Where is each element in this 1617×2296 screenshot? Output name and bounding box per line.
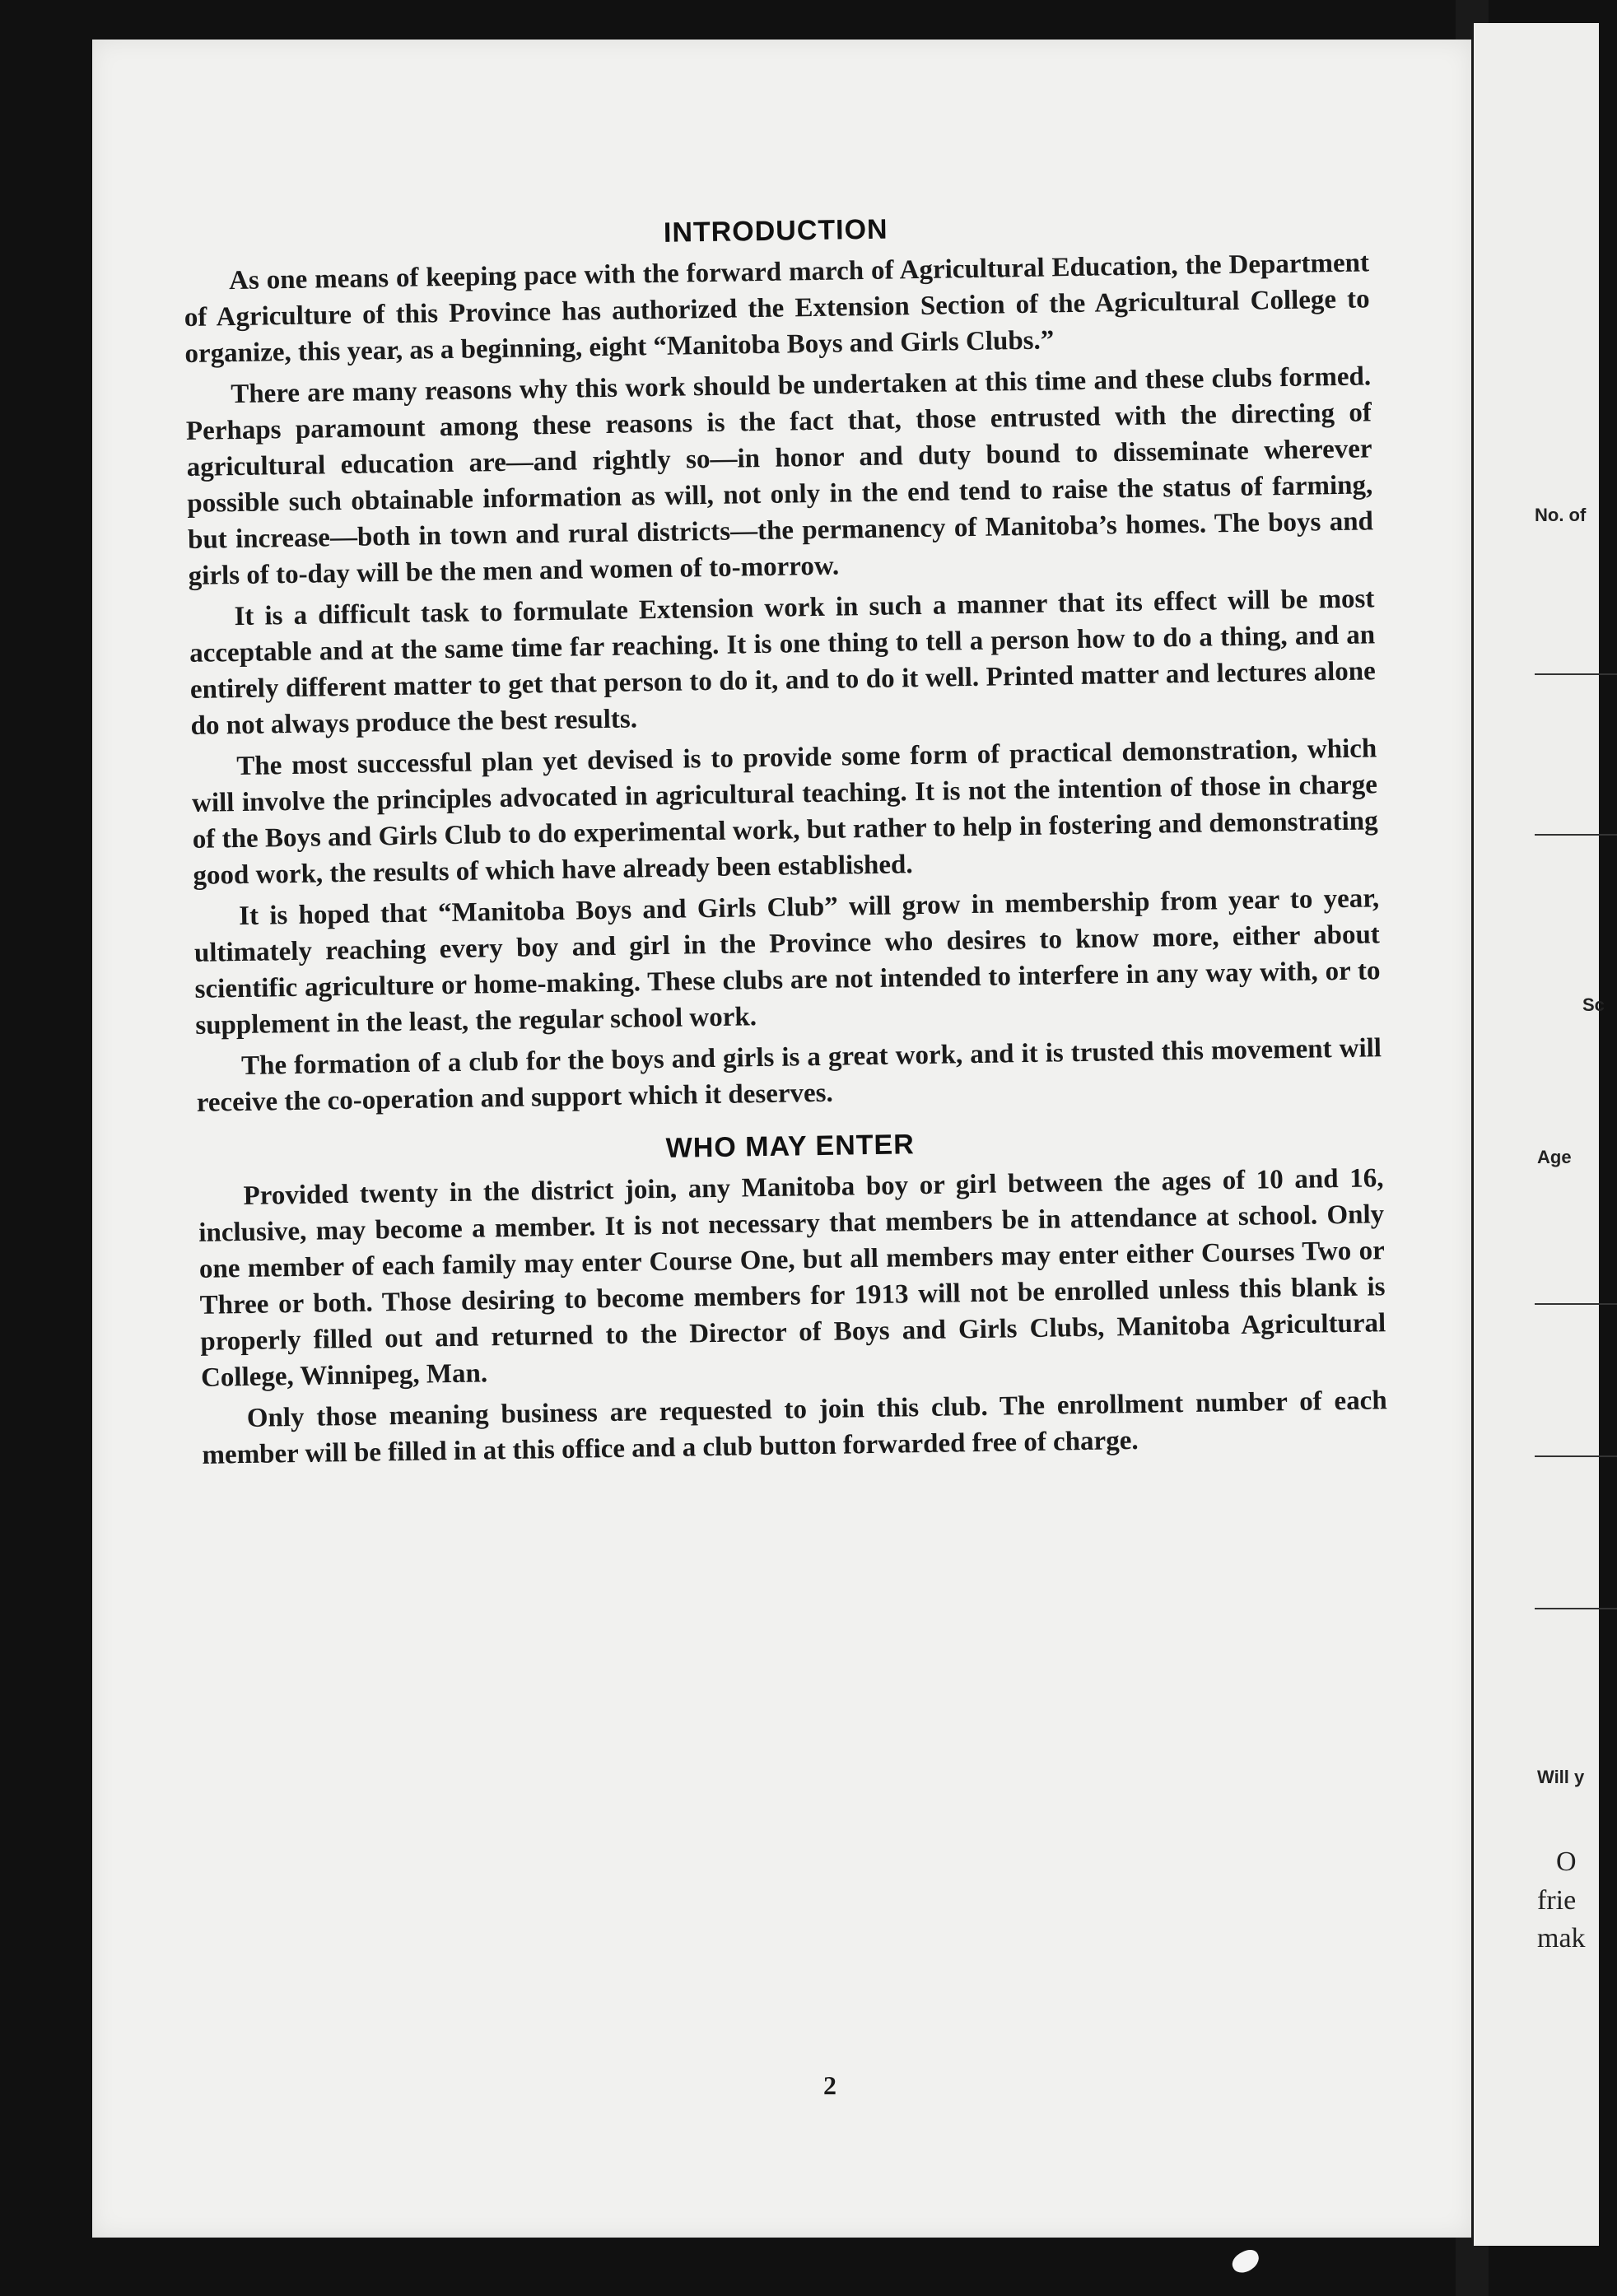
paragraph: Only those meaning business are requested to join this club. The enrollment number of each member will be filled in at this office and a club button forwarded free of charge. — [202, 1386, 1387, 1470]
paragraph: As one means of keeping pace with the forward march of Agricultural Education, the Department of Agriculture of this Province has authorized the Extension Section of the Agricultural College to organize, this year, as a beginning, eight “Manitoba Boys and Girls Clubs.” — [184, 248, 1370, 369]
facing-fragment: O — [1556, 1847, 1577, 1877]
paragraph: There are many reasons why this work should be undertaken at this time and these clubs formed. Perhaps paramount among these reasons is the fact that, those entrusted with the directing of agricultural education are—and rightly so—in honor and duty bound to disseminate wherever possible such obtainable information as will, not only in the end tend to raise the status of farming, but increase—both in town and rural districts—the permanency of Manitoba’s homes. The boys and girls of to-day will be the men and women of to-morrow. — [185, 361, 1374, 591]
facing-rule — [1535, 1455, 1617, 1457]
paragraph: Provided twenty in the district join, any Manitoba boy or girl between the ages of 10 and 16, inclusive, may become a member. It is not necessary that members be in attendance at school. Only one member of each family may enter Course One, but all members may enter either Courses Two or Three or both. Those desiring to become members for 1913 will not be enrolled unless this blank is properly filled out and returned to the Director of Boys and Girls Clubs, Manitoba Agricultural College, Winnipeg, Man. — [198, 1163, 1386, 1393]
facing-rule — [1535, 1608, 1617, 1609]
facing-fragment: frie — [1537, 1885, 1577, 1916]
facing-label-no: No. of — [1535, 505, 1587, 525]
facing-label-will: Will y — [1537, 1767, 1585, 1787]
paragraph: It is hoped that “Manitoba Boys and Girls Club” will grow in membership from year to year, ultimately reaching every boy and girl in the Province who desires to know more, either about scientific agriculture or home-making. These clubs are not intended to interfere in any way with, or to supplement in the least, the regular school work. — [193, 883, 1381, 1041]
page-number: 2 — [823, 2070, 836, 2100]
section-heading: INTRODUCTION — [663, 213, 888, 249]
scan-speck — [1229, 2247, 1263, 2276]
facing-label-sc: Sc — [1582, 994, 1605, 1015]
paragraph: The most successful plan yet devised is to provide some form of practical demonstration, which will involve the principles advocated in agricultural teaching. It is not the intention of those in charge of the Boys and Girls Club to do experimental work, but rather to help in fostering and demonstrating good work, the results of which have already been established. — [191, 734, 1378, 891]
paragraph: It is a difficult task to formulate Extension work in such a manner that its effect will be most acceptable and at the same time far reaching. It is one thing to tell a person how to do a thing, and an entirely different matter to get that person to do it, and to do it well. Printed matter and lectures alone do not always produce the best results. — [189, 584, 1377, 741]
facing-label-age: Age — [1537, 1147, 1572, 1167]
facing-rule — [1535, 673, 1617, 675]
section-heading: WHO MAY ENTER — [665, 1129, 916, 1164]
facing-rule — [1535, 1303, 1617, 1305]
paragraph: The formation of a club for the boys and girls is a great work, and it is trusted this movement will receive the co-operation and support which it deserves. — [196, 1033, 1382, 1118]
who-may-enter-section — [197, 1119, 1387, 1474]
page-content — [183, 203, 1388, 1478]
facing-page — [1474, 23, 1605, 2246]
facing-fragment: mak — [1537, 1923, 1586, 1954]
facing-rule — [1535, 834, 1617, 836]
introduction-section — [183, 203, 1382, 1120]
